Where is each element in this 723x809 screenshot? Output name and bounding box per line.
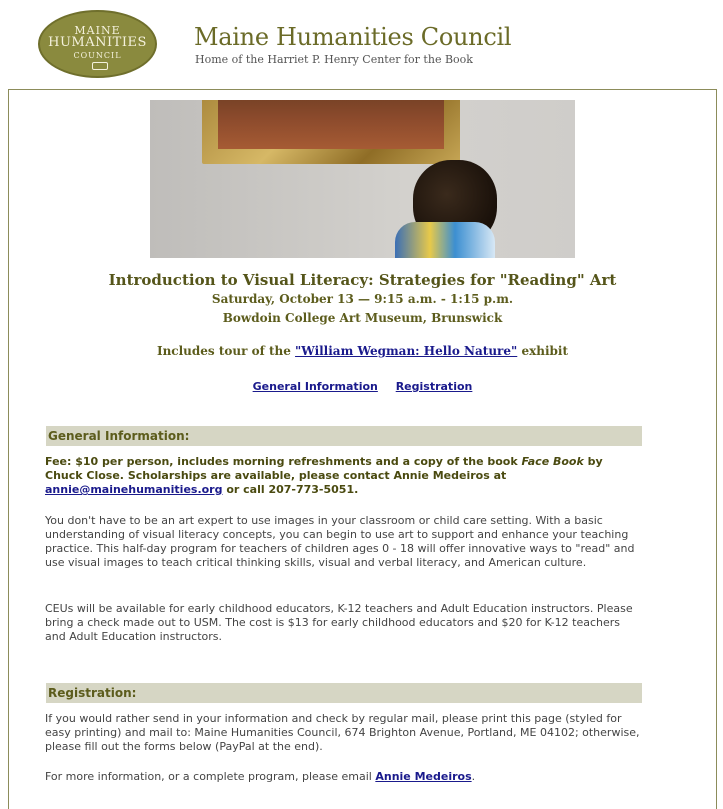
ceu-info: CEUs will be available for early childhood educators, K-12 teachers and Adult Education instructors. Please bring a check made out to USM. The cost is $13 for early childhood educators and $20 for K-12 teachers and Adult Education instructors. bbox=[45, 602, 633, 643]
registration-heading: Registration: bbox=[46, 683, 642, 703]
more-info-line bbox=[45, 770, 642, 784]
more-prefix: For more information, or a complete program, please email bbox=[45, 770, 376, 783]
more-suffix: . bbox=[471, 770, 476, 783]
general-information-link[interactable]: General Information bbox=[252, 380, 378, 393]
tour-prefix: Includes tour of the bbox=[156, 344, 296, 358]
logo-line-1: MAINE bbox=[74, 24, 121, 37]
maine-humanities-council-logo[interactable] bbox=[38, 10, 157, 78]
site-subtitle: Home of the Harriet P. Henry Center for the Book bbox=[195, 53, 473, 66]
event-date: Saturday, October 13 — 9:15 a.m. - 1:15 p.m. bbox=[211, 292, 514, 306]
content-panel bbox=[8, 89, 717, 809]
site-header bbox=[0, 0, 723, 88]
child-dress bbox=[395, 222, 495, 258]
fee-text-c: or call 207-773-5051. bbox=[222, 483, 359, 496]
program-description: You don't have to be an art expert to use images in your classroom or child care setting. With a basic understanding of visual literacy concepts, you can begin to use art to support and enhance your teaching practice. This half-day program for teachers of children ages 0 - 18 will offer innovative ways to "read" and use visual images to teach critical thinking skills, visual and verbal literacy, and American culture. bbox=[45, 514, 635, 569]
registration-link[interactable]: Registration bbox=[395, 380, 473, 393]
exhibit-link[interactable]: "William Wegman: Hello Nature" bbox=[295, 344, 518, 358]
fee-text-b: by Chuck Close. Scholarships are available, please contact Annie Medeiros at bbox=[45, 455, 603, 482]
tour-suffix: exhibit bbox=[517, 344, 569, 358]
page-anchor-links bbox=[9, 380, 716, 393]
hero-photo-child-viewing-painting bbox=[150, 100, 575, 258]
event-title: Introduction to Visual Literacy: Strategies for "Reading" Art bbox=[108, 271, 617, 289]
general-information-heading: General Information: bbox=[46, 426, 642, 446]
contact-annie-link[interactable]: Annie Medeiros bbox=[375, 770, 472, 783]
logo-line-2: HUMANITIES bbox=[48, 35, 147, 50]
fee-paragraph bbox=[45, 455, 642, 497]
mail-registration-info: If you would rather send in your information and check by regular mail, please print this page (styled for easy printing) and mail to: Maine Humanities Council, 674 Brighton Avenue, Portland, ME 04102; otherwise, please fill out the forms below (PayPal at the end). bbox=[45, 712, 640, 753]
fee-text-a: Fee: $10 per person, includes morning refreshments and a copy of the book bbox=[45, 455, 522, 468]
tour-line bbox=[9, 344, 716, 358]
site-title: Maine Humanities Council bbox=[194, 23, 512, 51]
book-icon bbox=[92, 62, 108, 70]
logo-line-3: COUNCIL bbox=[73, 51, 122, 60]
fee-book-title: Face Book bbox=[521, 455, 584, 468]
email-link[interactable]: annie@mainehumanities.org bbox=[45, 483, 223, 496]
painting bbox=[218, 100, 444, 149]
event-location: Bowdoin College Art Museum, Brunswick bbox=[222, 311, 503, 325]
